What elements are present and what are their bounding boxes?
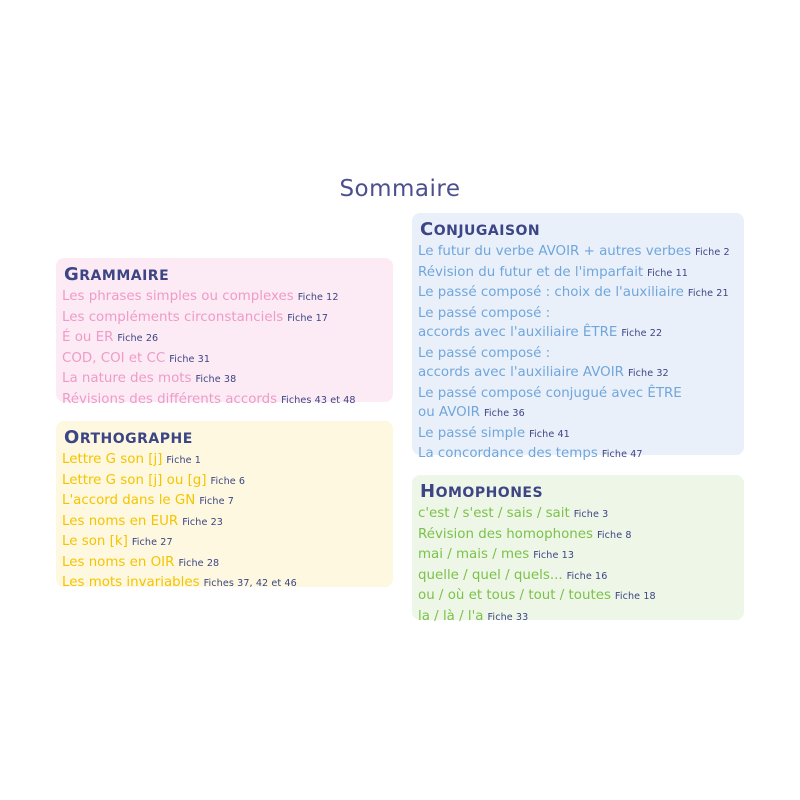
toc-entry [418,607,744,628]
toc-entry [418,444,744,465]
toc-entry [418,504,744,525]
entry-text: Le passé composé conjugué avec ÊTRE [418,385,682,401]
section-orthographe [56,421,393,590]
entry-text: Révision du futur et de l'imparfait [418,264,644,280]
entry-fiche-ref: Fiche 8 [597,529,632,541]
entry-list [418,504,744,627]
toc-entry [62,491,393,512]
entry-fiche-ref: Fiche 21 [687,288,729,299]
entry-fiche-ref: Fiche 22 [621,328,663,339]
entry-text: Les noms en OIR [62,554,175,570]
toc-entry [418,545,744,566]
entry-text: Révision des homophones [418,526,593,542]
entry-fiche-ref: Fiche 11 [647,267,688,279]
section-grammaire [56,258,393,407]
toc-entry [62,287,393,308]
entry-fiche-ref: Fiche 38 [195,374,237,385]
toc-entry [62,349,393,370]
entry-text: mai / mais / mes [418,547,530,562]
entry-text: accords avec l'auxiliaire ÊTRE [418,325,618,340]
entry-fiche-ref: Fiche 47 [601,449,643,460]
toc-entry [418,424,744,445]
entry-list [62,450,393,594]
entry-text: ou / où et tous / tout / toutes [418,588,611,603]
toc-entry [418,586,744,607]
toc-entry [62,573,393,594]
entry-text: Lettre G son [j] ou [g] [62,472,207,488]
entry-text: Les compléments circonstanciels [62,309,284,325]
entry-fiche-ref: Fiche 12 [297,292,339,303]
entry-text: quelle / quel / quels... [418,567,563,583]
entry-fiche-ref: Fiche 23 [182,516,224,528]
entry-text: ou AVOIR [418,405,480,420]
entry-text: Le futur du verbe AVOIR + autres verbes [418,244,692,259]
entry-fiche-ref: Fiche 33 [487,611,529,623]
entry-fiche-ref: Fiche 6 [210,475,246,487]
toc-entry [62,532,393,553]
entry-text: Le passé simple [418,425,526,441]
entry-text: Le passé composé : [418,345,551,361]
toc-entry [418,283,744,304]
entry-fiche-ref: Fiches 37, 42 et 46 [203,578,297,589]
toc-entry [62,512,393,533]
entry-fiche-ref: Fiche 13 [533,550,575,561]
section-conjugaison [412,213,744,461]
entry-text: Les mots invariables [62,575,200,590]
entry-fiche-ref: Fiches 43 et 48 [281,394,356,406]
entry-fiche-ref: Fiche 28 [178,557,220,569]
section-homophones [412,475,744,624]
entry-text: É ou ER [62,330,114,345]
entry-text: accords avec l'auxiliaire AVOIR [418,365,624,380]
entry-text: Lettre G son [j] [62,452,163,467]
entry-text: Le passé composé : choix de l'auxiliaire [418,285,684,300]
entry-list [62,287,393,410]
toc-entry [62,553,393,574]
entry-fiche-ref: Fiche 2 [695,247,730,258]
entry-text: Les noms en EUR [62,513,179,529]
entry-fiche-ref: Fiche 3 [573,509,609,520]
toc-entry [62,328,393,349]
entry-text: Les phrases simples ou complexes [62,289,294,304]
entry-fiche-ref: Fiche 18 [614,591,656,602]
toc-entry [418,403,744,424]
section-heading: ORTHOGRAPHE [64,427,193,448]
entry-fiche-ref: Fiche 1 [166,455,201,466]
toc-entry [418,525,744,546]
toc-entry [418,363,744,384]
toc-entry [418,323,744,344]
entry-text: L'accord dans le GN [62,493,196,508]
toc-entry [62,369,393,390]
entry-fiche-ref: Fiche 26 [117,333,159,344]
toc-entry [418,242,744,263]
entry-list [418,242,744,465]
entry-fiche-ref: Fiche 32 [627,368,669,379]
entry-text: Le son [k] [62,534,128,549]
section-heading: CONJUGAISON [420,219,541,240]
section-heading: GRAMMAIRE [64,264,170,285]
toc-entry [418,384,744,404]
entry-text: La concordance des temps [418,446,598,461]
toc-entry [62,308,393,329]
entry-fiche-ref: Fiche 7 [199,496,234,507]
entry-fiche-ref: Fiche 31 [169,353,211,365]
toc-entry [62,390,393,411]
entry-text: Révisions des différents accords [62,391,278,407]
toc-entry [62,471,393,492]
entry-text: COD, COI et CC [62,350,166,366]
toc-entry [418,263,744,284]
toc-entry [418,566,744,587]
entry-text: La nature des mots [62,371,192,386]
entry-text: la / là / l'a [418,608,484,624]
entry-text: c'est / s'est / sais / sait [418,506,570,521]
page-title: Sommaire [339,176,461,202]
entry-fiche-ref: Fiche 27 [131,537,173,548]
toc-entry [62,450,393,471]
entry-fiche-ref: Fiche 41 [529,428,570,440]
entry-fiche-ref: Fiche 36 [483,408,525,419]
entry-text: Le passé composé : [418,305,551,321]
entry-fiche-ref: Fiche 17 [287,312,329,324]
toc-entry [418,344,744,364]
toc-entry [418,304,744,324]
section-heading: HOMOPHONES [420,481,544,502]
entry-fiche-ref: Fiche 16 [566,570,608,582]
